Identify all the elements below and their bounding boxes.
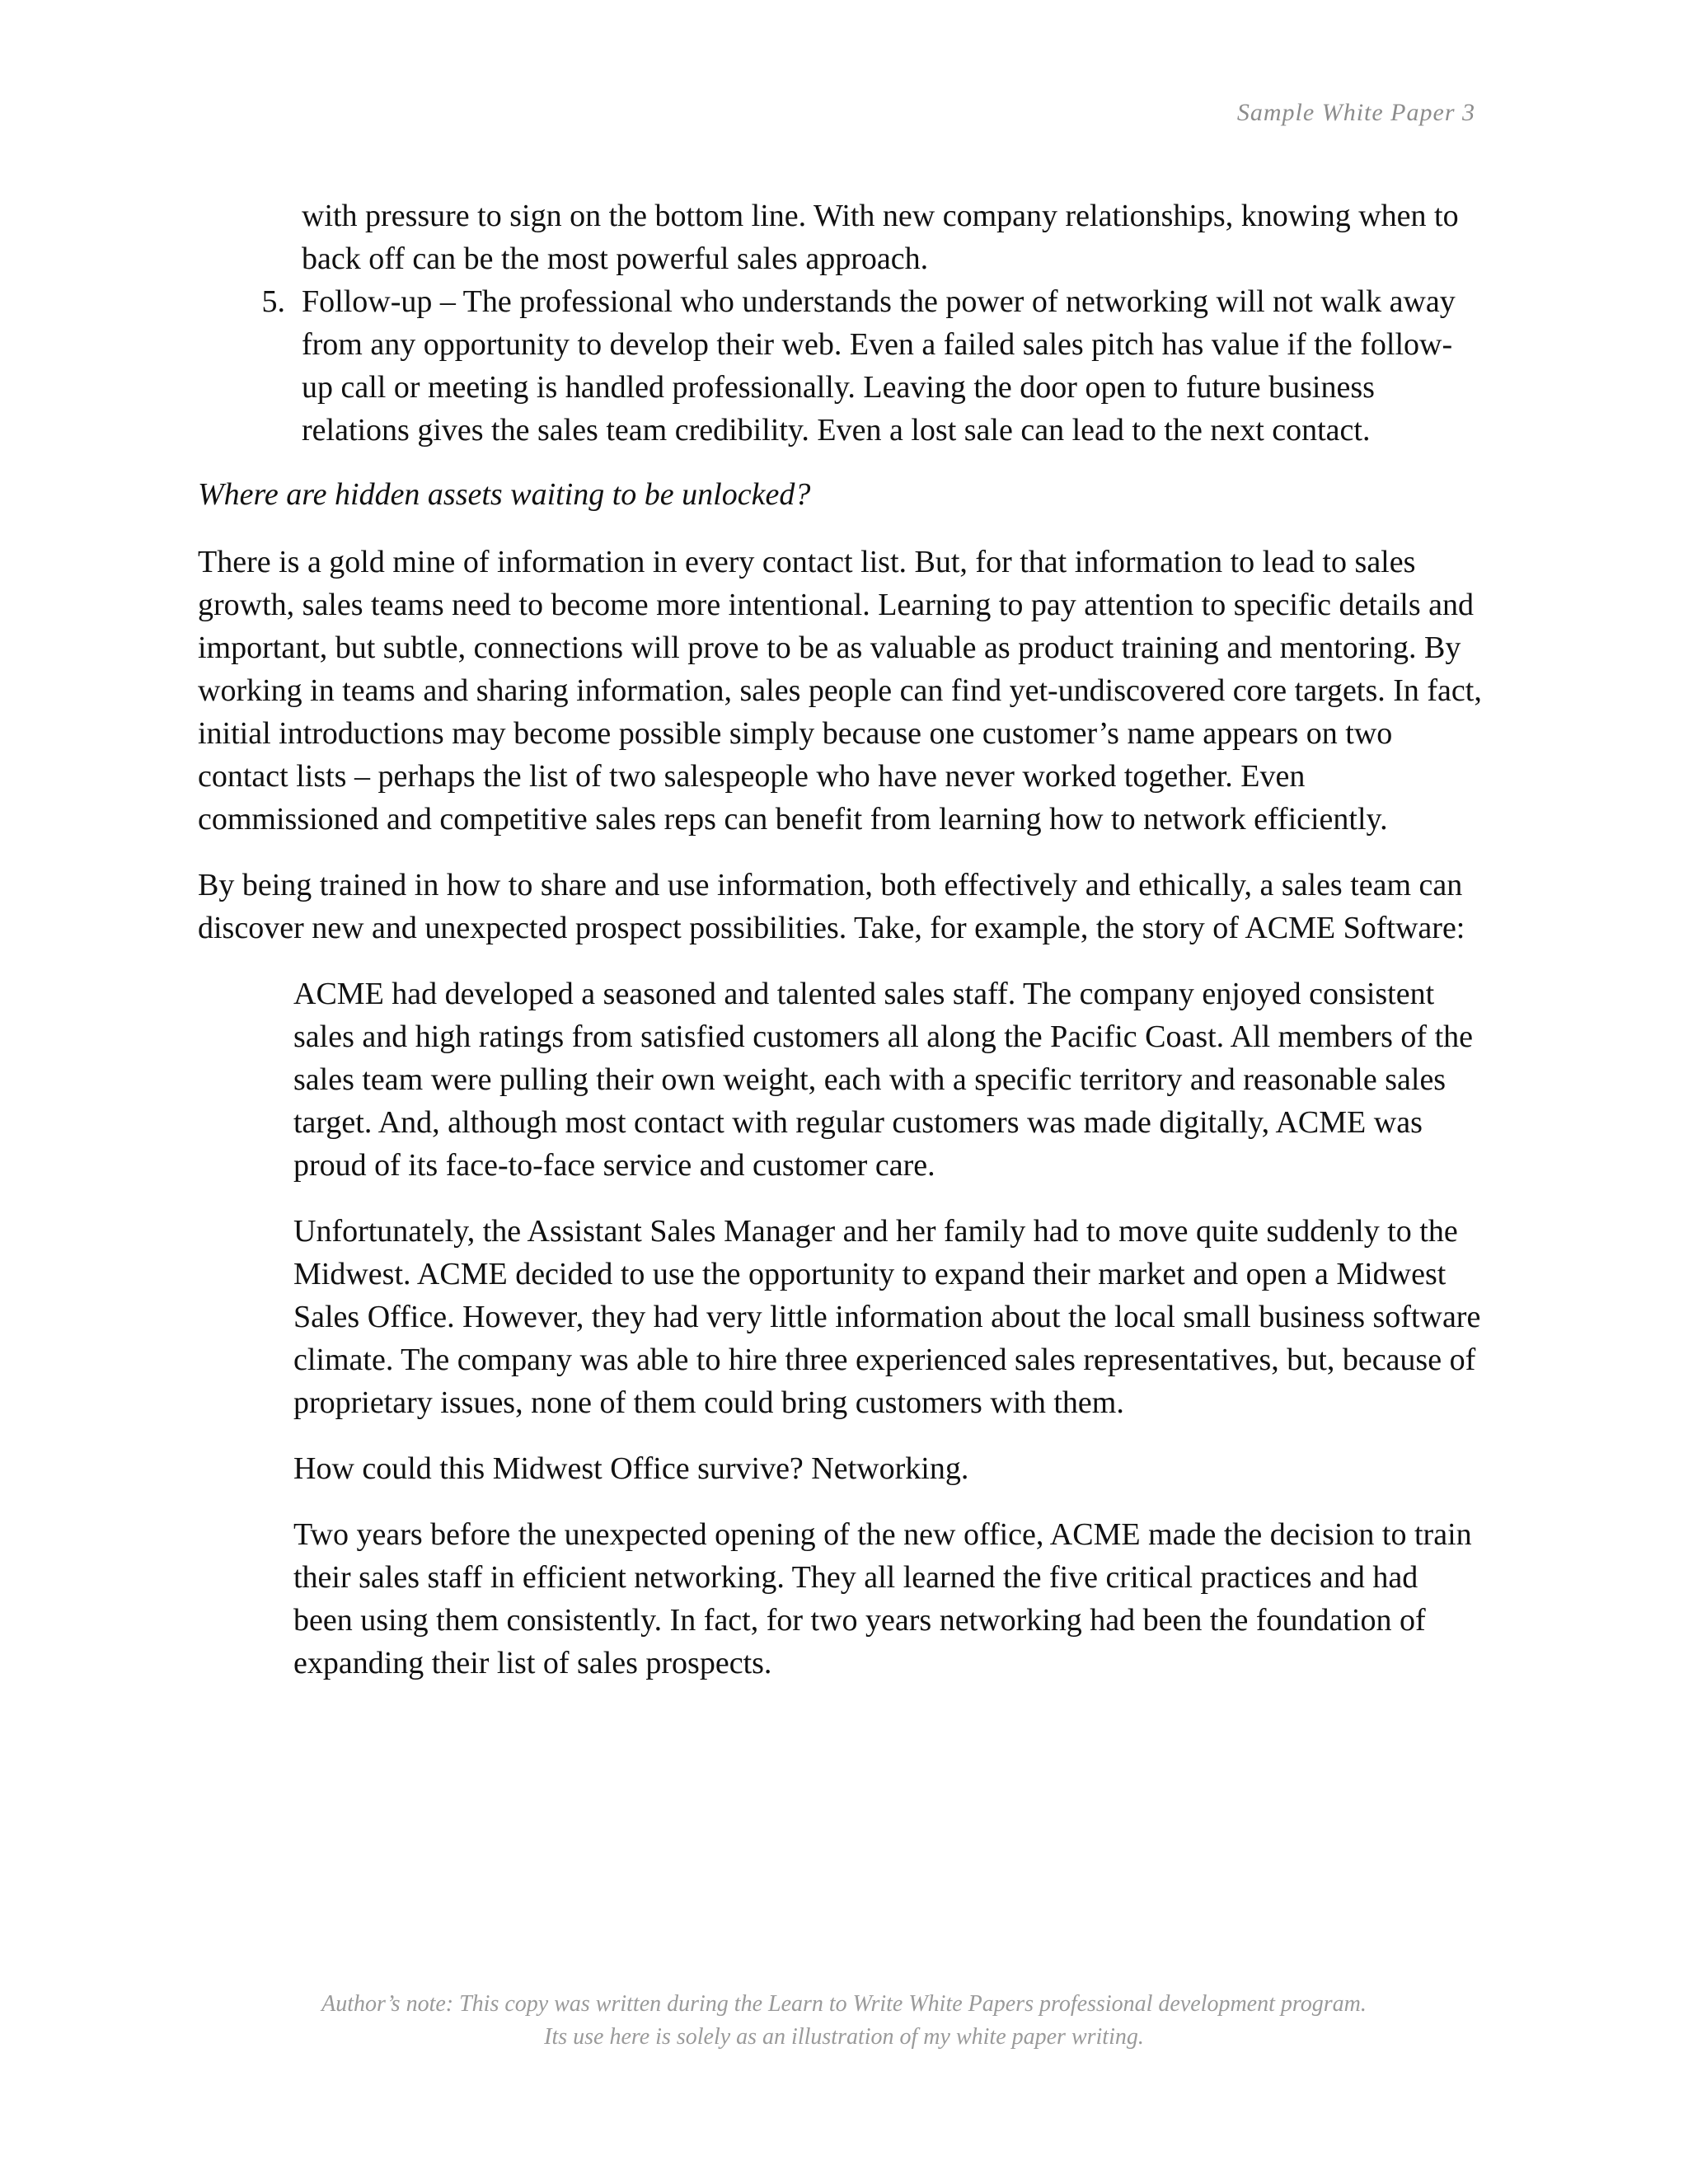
case-study-paragraph: ACME had developed a seasoned and talented sales staff. The company enjoyed consistent sales and high ratings from satisfied customers all along the Pacific Coast. All members of the sales team were pulling their own weight, each with a specific territory and reasonable sales target. And, although most contact with regular customers was made digitally, ACME was proud of its face-to-face service and customer care. bbox=[293, 977, 1474, 1183]
case-study-block bbox=[293, 972, 1484, 1685]
body-paragraph: There is a gold mine of information in every contact list. But, for that information to lead to sales growth, sales teams need to become more intentional. Learning to pay attention to specific details and important, but subtle, connections will prove to be as valuable as product training and mentoring. By working in teams and sharing information, sales people can find yet-undiscovered core targets. In fact, initial introductions may become possible simply because one customer’s name appears on two contact lists – perhaps the list of two salespeople who have never worked together. Even commissioned and competitive sales reps can benefit from learning how to network efficiently. bbox=[198, 545, 1482, 837]
list-item-5 bbox=[198, 280, 1484, 452]
list-continuation-text: with pressure to sign on the bottom line. With new company relationships, knowing when to back off can be the most powerful sales approach. bbox=[302, 199, 1459, 276]
author-note-footer bbox=[0, 1988, 1688, 2054]
footer-line: Its use here is solely as an illustration of my white paper writing. bbox=[544, 2024, 1144, 2050]
case-study-paragraph: Two years before the unexpected opening of the new office, ACME made the decision to train their sales staff in efficient networking. They all learned the five critical practices and had been using them consistently. In fact, for two years networking had been the foundation of expanding their list of sales prospects. bbox=[293, 1517, 1472, 1680]
list-item-number: 5. bbox=[261, 284, 285, 319]
page-body bbox=[198, 194, 1484, 1708]
case-study-paragraph: How could this Midwest Office survive? Networking. bbox=[293, 1451, 969, 1486]
case-study-paragraph: Unfortunately, the Assistant Sales Manager and her family had to move quite suddenly to the Midwest. ACME decided to use the opportunity to expand their market and open a Midwest Sales Office. However, they had very little information about the local small business software climate. The company was able to hire three experienced sales representatives, but, because of proprietary issues, none of them could bring customers with them. bbox=[293, 1214, 1481, 1420]
running-header: Sample White Paper 3 bbox=[1236, 99, 1475, 126]
list-item-text: Follow-up – The professional who understands the power of networking will not walk away from any opportunity to develop their web. Even a failed sales pitch has value if the follow-up call or meeting is handled professionally. Leaving the door open to future business relations gives the sales team credibility. Even a lost sale can lead to the next contact. bbox=[302, 284, 1456, 448]
section-heading: Where are hidden assets waiting to be unlocked? bbox=[198, 477, 811, 512]
footer-line: Author’s note: This copy was written during the Learn to Write White Papers professional development program. bbox=[321, 1991, 1367, 2017]
body-paragraph: By being trained in how to share and use information, both effectively and ethically, a sales team can discover new and unexpected prospect possibilities. Take, for example, the story of ACME Software: bbox=[198, 868, 1465, 945]
